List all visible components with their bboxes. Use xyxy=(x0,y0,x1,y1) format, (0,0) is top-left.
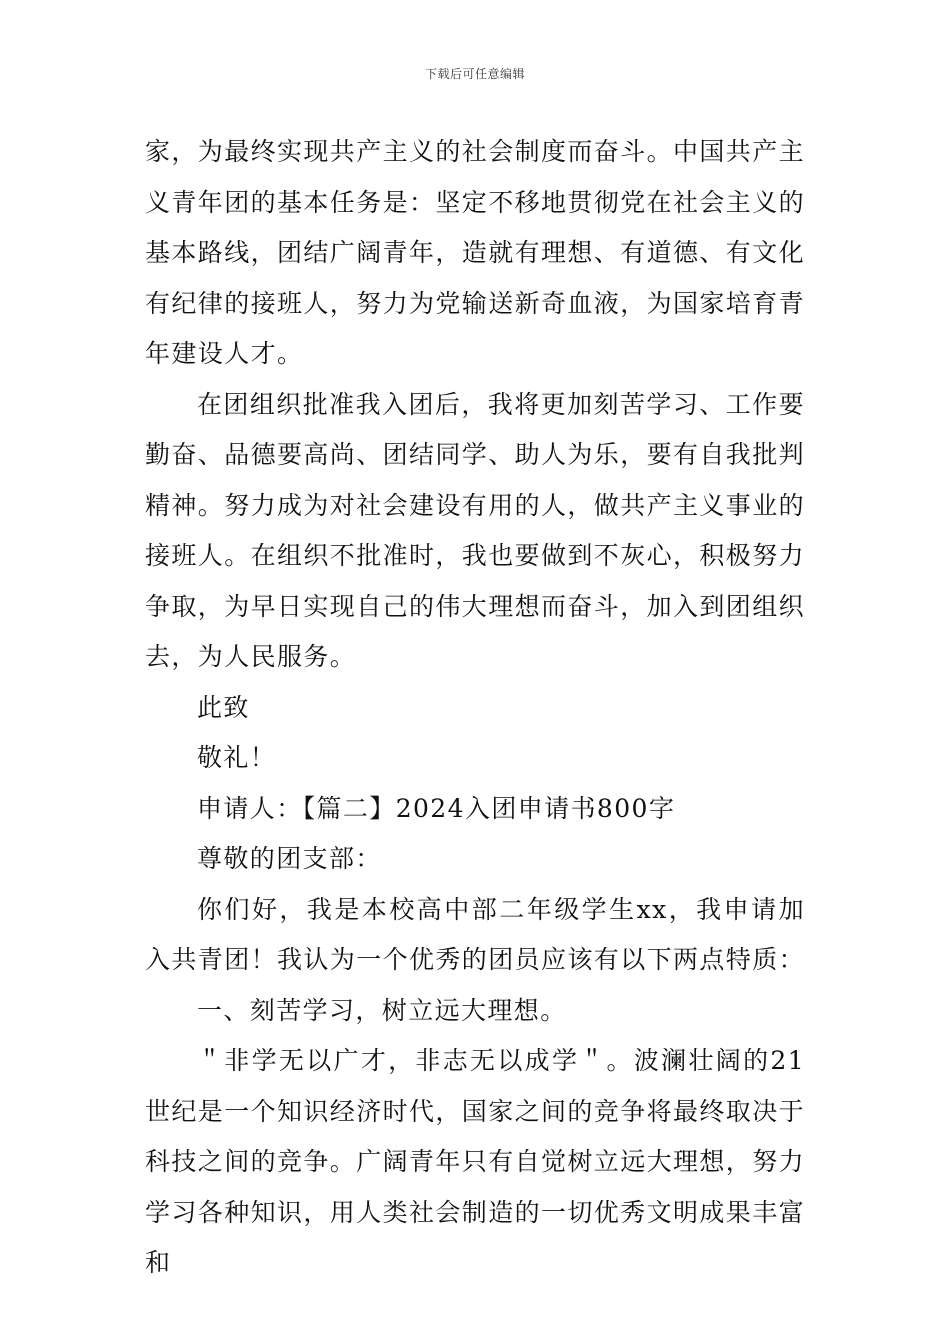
paragraph-4: ＂非学无以广才，非志无以成学＂。波澜壮阔的21世纪是一个知识经济时代，国家之间的竞争将最终取决于科技之间的竞争。广阔青年只有自觉树立远大理想，努力学习各种知识，用人类社会制造的一切优秀文明成果丰富和 xyxy=(145,1046,806,1277)
applicant-line: 申请人：【篇二】2024入团申请书800字 xyxy=(197,793,676,823)
paragraph-1: 家，为最终实现共产主义的社会制度而奋斗。中国共产主义青年团的基本任务是：坚定不移地贯彻党在社会主义的基本路线，团结广阔青年，造就有理想、有道德、有文化有纪律的接班人，努力为党输送新奇血液，为国家培育青年建设人才。 xyxy=(145,137,806,368)
document-body xyxy=(145,127,805,1289)
closing-line-1: 此致 xyxy=(197,692,250,722)
section-heading-1: 一、刻苦学习，树立远大理想。 xyxy=(197,995,567,1025)
paragraph-2: 在团组织批准我入团后，我将更加刻苦学习、工作要勤奋、品德要高尚、团结同学、助人为乐，要有自我批判精神。努力成为对社会建设有用的人，做共产主义事业的接班人。在组织不批准时，我也要做到不灰心，积极努力争取，为早日实现自己的伟大理想而奋斗，加入到团组织去，为人民服务。 xyxy=(145,389,806,671)
paragraph-3: 你们好，我是本校高中部二年级学生xx，我申请加入共青团！我认为一个优秀的团员应该有以下两点特质： xyxy=(145,894,806,974)
closing-line-2: 敬礼！ xyxy=(197,743,277,772)
salutation: 尊敬的团支部： xyxy=(197,844,382,873)
header-note: 下载后可任意编辑 xyxy=(424,67,525,81)
